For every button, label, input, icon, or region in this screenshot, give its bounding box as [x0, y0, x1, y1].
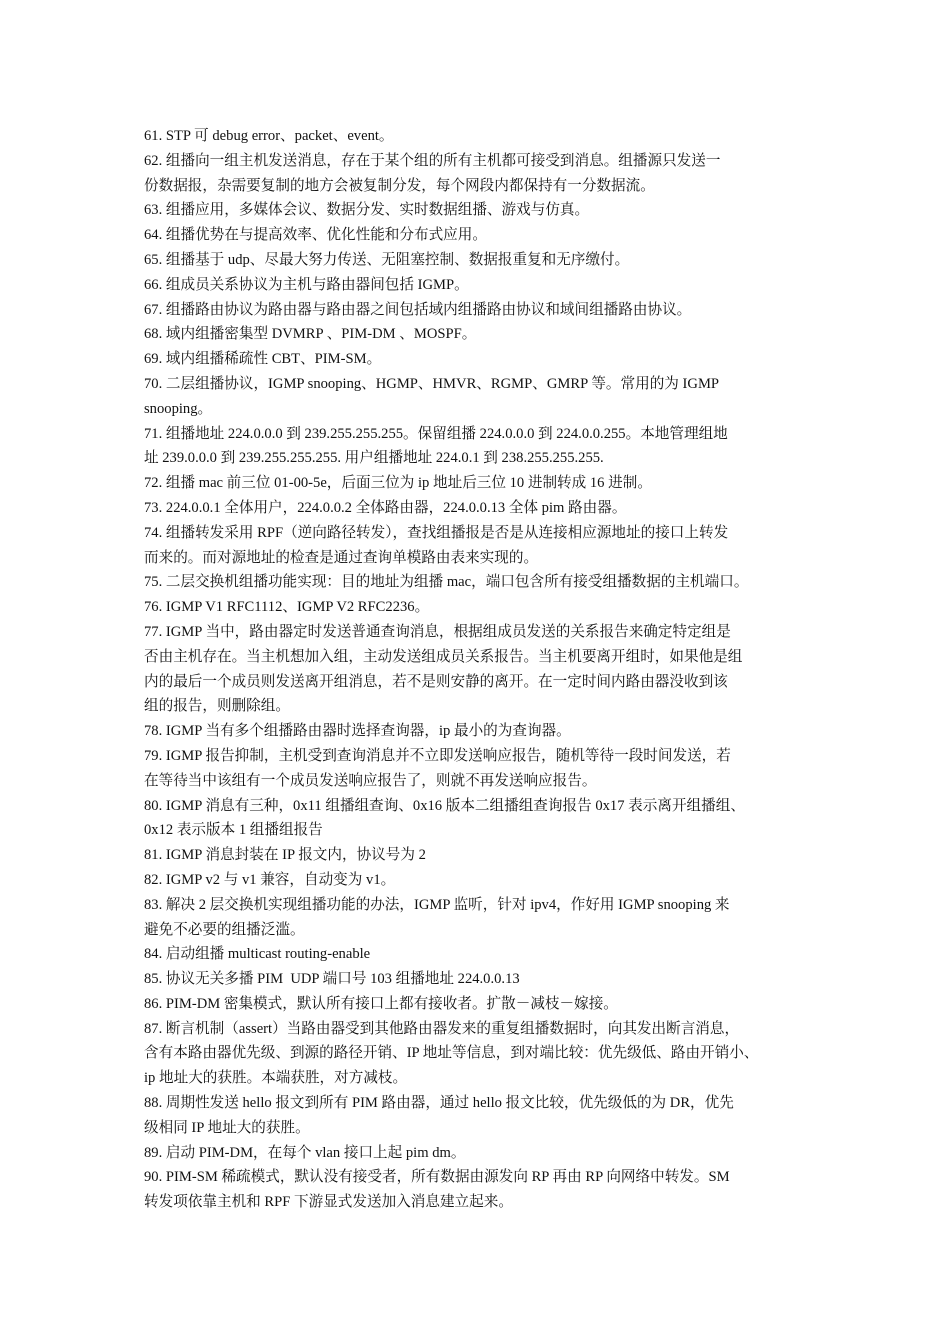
note-item [144, 1141, 824, 1166]
note-line: 转发项依靠主机和 RPF 下游显式发送加入消息建立起来。 [144, 1194, 513, 1211]
note-line: 61. STP 可 debug error、packet、event。 [144, 128, 394, 144]
note-line: 89. 启动 PIM-DM，在每个 vlan 接口上起 pim dm。 [144, 1144, 466, 1161]
note-item [144, 595, 824, 620]
note-item [144, 1017, 824, 1091]
note-item [144, 422, 824, 472]
note-line: 80. IGMP 消息有三种，0x11 组播组查询、0x16 版本二组播组查询报告 0x17 表示离开组播组、 [144, 797, 745, 814]
note-line: 75. 二层交换机组播功能实现：目的地址为组播 mac，端口包含所有接受组播数据的主机端口。 [144, 574, 749, 591]
note-item [144, 893, 824, 943]
note-item [144, 223, 824, 248]
note-line: 份数据报，杂需要复制的地方会被复制分发，每个网段内都保持有一分数据流。 [144, 177, 655, 194]
note-line: 66. 组成员关系协议为主机与路由器间包括 IGMP。 [144, 276, 469, 293]
note-line: 64. 组播优势在与提高效率、优化性能和分布式应用。 [144, 227, 487, 244]
note-line: 85. 协议无关多播 PIM UDP 端口号 103 组播地址 224.0.0.13 [144, 971, 520, 988]
note-item [144, 794, 824, 844]
note-line: 而来的。而对源地址的检查是通过查询单模路由表来实现的。 [144, 549, 539, 566]
note-item [144, 1165, 824, 1215]
note-line: 67. 组播路由协议为路由器与路由器之间包括域内组播路由协议和域间组播路由协议。 [144, 301, 692, 318]
note-line: 含有本路由器优先级、到源的路径开销、IP 地址等信息，到对端比较：优先级低、路由开销小、 [144, 1045, 759, 1062]
note-line: 68. 域内组播密集型 DVMRP 、PIM-DM 、MOSPF。 [144, 326, 477, 343]
note-line: 74. 组播转发采用 RPF（逆向路径转发），查找组播报是否是从连接相应源地址的接口上转发 [144, 524, 729, 541]
note-line: 70. 二层组播协议，IGMP snooping、HGMP、HMVR、RGMP、GMRP 等。常用的为 IGMP [144, 375, 720, 392]
note-line: 76. IGMP V1 RFC1112、IGMP V2 RFC2236。 [144, 599, 430, 616]
document-page [144, 124, 824, 1215]
note-item [144, 347, 824, 372]
note-item [144, 992, 824, 1017]
note-line: ip 地址大的获胜。本端获胜，对方减枝。 [144, 1070, 408, 1087]
note-item [144, 719, 824, 744]
note-line: 避免不必要的组播泛滥。 [144, 921, 305, 938]
note-item [144, 149, 824, 199]
note-item [144, 570, 824, 595]
note-item [144, 1091, 824, 1141]
note-item [144, 620, 824, 719]
note-line: 87. 断言机制（assert）当路由器受到其他路由器发来的重复组播数据时，向其发出断言消息， [144, 1020, 740, 1037]
note-item [144, 372, 824, 422]
note-line: 84. 启动组播 multicast routing-enable [144, 946, 371, 963]
note-line: 63. 组播应用，多媒体会议、数据分发、实时数据组播、游戏与仿真。 [144, 202, 590, 219]
note-item [144, 521, 824, 571]
note-line: 0x12 表示版本 1 组播组报告 [144, 822, 323, 839]
note-line: 77. IGMP 当中，路由器定时发送普通查询消息，根据组成员发送的关系报告来确定特定组是 [144, 623, 731, 640]
note-item [144, 868, 824, 893]
note-item [144, 744, 824, 794]
note-item [144, 942, 824, 967]
note-line: 在等待当中该组有一个成员发送响应报告了，则就不再发送响应报告。 [144, 772, 597, 789]
note-item [144, 843, 824, 868]
note-line: 69. 域内组播稀疏性 CBT、PIM-SM。 [144, 351, 382, 368]
note-line: 86. PIM-DM 密集模式，默认所有接口上都有接收者。扩散－减枝－嫁接。 [144, 995, 618, 1012]
note-line: snooping。 [144, 400, 213, 417]
note-line: 65. 组播基于 udp、尽最大努力传送、无阻塞控制、数据报重复和无序缴付。 [144, 251, 630, 268]
note-item [144, 322, 824, 347]
note-line: 71. 组播地址 224.0.0.0 到 239.255.255.255。保留组播 224.0.0.0 到 224.0.0.255。本地管理组地 [144, 425, 728, 442]
note-item [144, 471, 824, 496]
note-item [144, 248, 824, 273]
note-line: 72. 组播 mac 前三位 01-00-5e，后面三位为 ip 地址后三位 10 进制转成 16 进制。 [144, 475, 652, 492]
note-item [144, 967, 824, 992]
note-line: 73. 224.0.0.1 全体用户，224.0.0.2 全体路由器，224.0.0.13 全体 pim 路由器。 [144, 499, 627, 516]
note-item [144, 198, 824, 223]
note-line: 址 239.0.0.0 到 239.255.255.255. 用户组播地址 224.0.1 到 238.255.255.255. [144, 450, 604, 467]
note-line: 88. 周期性发送 hello 报文到所有 PIM 路由器，通过 hello 报文比较，优先级低的为 DR，优先 [144, 1095, 734, 1112]
note-line: 内的最后一个成员则发送离开组消息，若不是则安静的离开。在一定时间内路由器没收到该 [144, 673, 728, 690]
note-item [144, 298, 824, 323]
note-line: 62. 组播向一组主机发送消息，存在于某个组的所有主机都可接受到消息。组播源只发送一 [144, 152, 721, 169]
note-line: 90. PIM-SM 稀疏模式，默认没有接受者，所有数据由源发向 RP 再由 RP 向网络中转发。SM [144, 1169, 730, 1186]
note-line: 78. IGMP 当有多个组播路由器时选择查询器，ip 最小的为查询器。 [144, 723, 571, 740]
note-line: 级相同 IP 地址大的获胜。 [144, 1119, 310, 1136]
note-line: 81. IGMP 消息封装在 IP 报文内，协议号为 2 [144, 847, 426, 864]
note-line: 79. IGMP 报告抑制，主机受到查询消息并不立即发送响应报告，随机等待一段时间发送，若 [144, 747, 731, 764]
note-line: 组的报告，则删除组。 [144, 698, 290, 715]
note-line: 82. IGMP v2 与 v1 兼容，自动变为 v1。 [144, 871, 396, 888]
note-item [144, 496, 824, 521]
note-line: 83. 解决 2 层交换机实现组播功能的办法，IGMP 监听，针对 ipv4，作好用 IGMP snooping 来 [144, 896, 730, 913]
note-item [144, 273, 824, 298]
note-line: 否由主机存在。当主机想加入组，主动发送组成员关系报告。当主机要离开组时，如果他是组 [144, 648, 743, 665]
note-item [144, 124, 824, 149]
